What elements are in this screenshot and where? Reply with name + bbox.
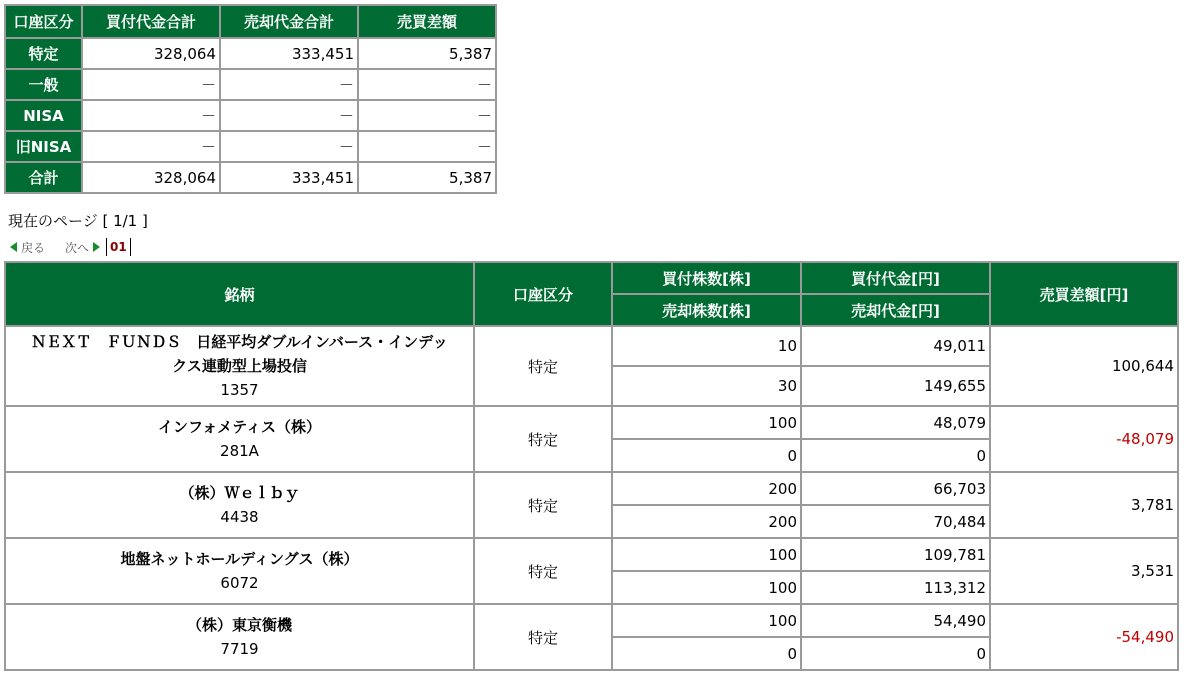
summary-sell-value: － [221, 132, 357, 161]
summary-header-buy-total: 買付代金合計 [83, 6, 219, 37]
summary-header-row [6, 6, 495, 37]
summary-row-nisa [6, 101, 495, 130]
stock-name-cell [6, 407, 473, 471]
stock-name: 地盤ネットホールディングス（株） [120, 550, 359, 568]
diff-amount: -54,490 [991, 605, 1177, 669]
sell-qty: 0 [613, 440, 800, 471]
summary-buy-value: － [83, 101, 219, 130]
buy-qty: 100 [613, 605, 800, 636]
prev-page-label: 戻る [21, 240, 46, 255]
summary-header-account: 口座区分 [6, 6, 81, 37]
summary-diff-value: － [359, 132, 495, 161]
sell-amount: 113,312 [802, 572, 989, 603]
sell-amount: 0 [802, 638, 989, 669]
header-diff: 売買差額[円] [991, 263, 1177, 325]
summary-sell-value: 333,451 [221, 163, 357, 192]
stock-code: 1357 [220, 381, 259, 399]
stock-name: （株）東京衡機 [186, 616, 292, 634]
buy-qty: 10 [613, 327, 800, 365]
summary-row-label: 合計 [6, 163, 81, 192]
sell-amount: 0 [802, 440, 989, 471]
summary-table [4, 4, 497, 194]
diff-amount: 100,644 [991, 327, 1177, 405]
stock-code: 281A [220, 442, 259, 460]
summary-row-total [6, 163, 495, 192]
buy-amount: 109,781 [802, 539, 989, 570]
summary-buy-value: 328,064 [83, 39, 219, 68]
buy-amount: 49,011 [802, 327, 989, 365]
summary-diff-value: － [359, 101, 495, 130]
account-type: 特定 [475, 407, 611, 471]
table-row [6, 407, 1177, 438]
summary-buy-value: 328,064 [83, 163, 219, 192]
diff-amount: 3,781 [991, 473, 1177, 537]
header-buy-amount: 買付代金[円] [802, 263, 989, 293]
header-sell-amount: 売却代金[円] [802, 295, 989, 325]
sell-qty: 100 [613, 572, 800, 603]
summary-row-ippan [6, 70, 495, 99]
table-row [6, 327, 1177, 365]
summary-sell-value: － [221, 101, 357, 130]
summary-header-diff: 売買差額 [359, 6, 495, 37]
arrow-left-icon [10, 242, 17, 252]
sell-amount: 149,655 [802, 367, 989, 405]
diff-amount: -48,079 [991, 407, 1177, 471]
summary-buy-value: － [83, 70, 219, 99]
stock-name: （株）Ｗｅｌｂｙ [179, 484, 300, 502]
summary-row-label: 特定 [6, 39, 81, 68]
current-page-info: 現在のページ [ 1/1 ] [8, 212, 148, 230]
stock-name-cell [6, 327, 473, 405]
summary-row-tokutei [6, 39, 495, 68]
summary-diff-value: 5,387 [359, 39, 495, 68]
summary-sell-value: － [221, 70, 357, 99]
stock-name-cell [6, 473, 473, 537]
stock-code: 7719 [220, 640, 259, 658]
table-row [6, 473, 1177, 504]
buy-amount: 66,703 [802, 473, 989, 504]
detail-header-row [6, 263, 1177, 293]
header-account-type: 口座区分 [475, 263, 611, 325]
summary-row-label: 旧NISA [6, 132, 81, 161]
sell-qty: 0 [613, 638, 800, 669]
account-type: 特定 [475, 327, 611, 405]
buy-amount: 54,490 [802, 605, 989, 636]
header-buy-qty: 買付株数[株] [613, 263, 800, 293]
stock-name: インフォメティス（株） [157, 418, 322, 436]
sell-qty: 30 [613, 367, 800, 405]
summary-diff-value: 5,387 [359, 163, 495, 192]
next-page-link[interactable] [65, 239, 100, 256]
summary-row-label: 一般 [6, 70, 81, 99]
stock-name-cell [6, 539, 473, 603]
summary-row-label: NISA [6, 101, 81, 130]
sell-amount: 70,484 [802, 506, 989, 537]
buy-qty: 100 [613, 407, 800, 438]
table-row [6, 539, 1177, 570]
arrow-right-icon [93, 242, 100, 252]
stock-name-cell [6, 605, 473, 669]
summary-diff-value: － [359, 70, 495, 99]
account-type: 特定 [475, 473, 611, 537]
diff-amount: 3,531 [991, 539, 1177, 603]
buy-qty: 100 [613, 539, 800, 570]
summary-buy-value: － [83, 132, 219, 161]
page-number-link[interactable]: 01 [106, 238, 131, 256]
table-row [6, 605, 1177, 636]
header-sell-qty: 売却株数[株] [613, 295, 800, 325]
prev-page-link[interactable] [10, 239, 45, 256]
buy-qty: 200 [613, 473, 800, 504]
sell-qty: 200 [613, 506, 800, 537]
header-stock-name: 銘柄 [6, 263, 473, 325]
pager [10, 236, 131, 258]
stock-code: 6072 [220, 574, 259, 592]
summary-header-sell-total: 売却代金合計 [221, 6, 357, 37]
next-page-label: 次へ [65, 240, 90, 255]
summary-row-old-nisa [6, 132, 495, 161]
trade-detail-table [4, 261, 1179, 671]
stock-code: 4438 [220, 508, 259, 526]
stock-name: ＮＥＸＴ ＦＵＮＤＳ 日経平均ダブルインバース・インデッ [31, 333, 448, 351]
buy-amount: 48,079 [802, 407, 989, 438]
summary-sell-value: 333,451 [221, 39, 357, 68]
account-type: 特定 [475, 605, 611, 669]
stock-name-cont: クス連動型上場投信 [172, 357, 307, 375]
account-type: 特定 [475, 539, 611, 603]
